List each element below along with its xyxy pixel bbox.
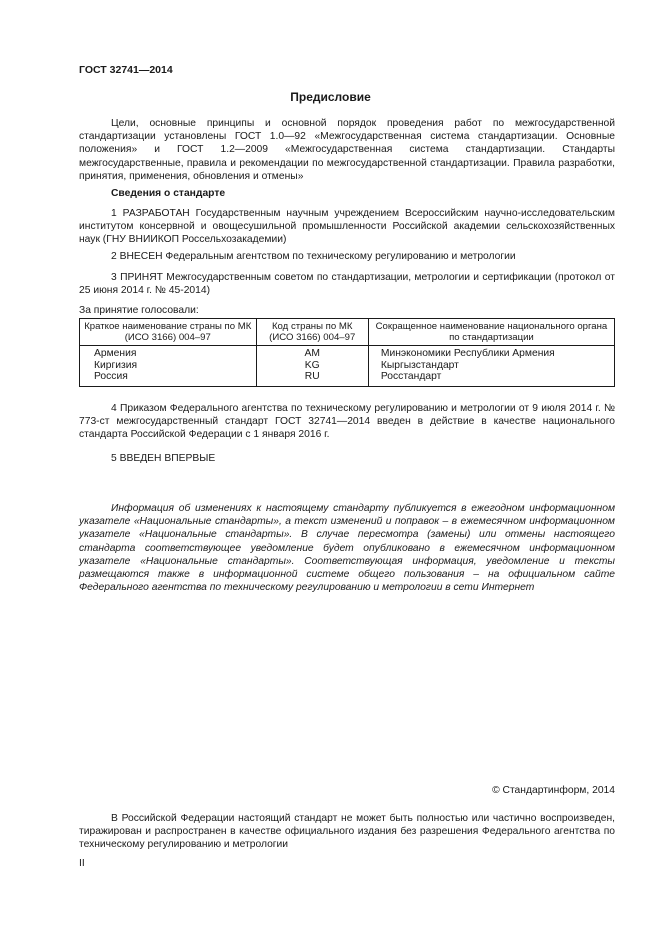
item-adopted: 3 ПРИНЯТ Межгосударственным советом по стандартизации, метрологии и сертификации (протокол от 25 июня 2014 г. № 45-2014) xyxy=(79,272,615,297)
item-order: 4 Приказом Федерального агентства по техническому регулированию и метрологии от 9 июля 2014 г. № 773-ст межгосударственный стандарт ГОСТ 32741—2014 введен в действие в качестве национального стандарта Российской Федерации с 1 января 2016 г. xyxy=(79,403,615,441)
table-row xyxy=(80,371,615,386)
code-cell: RU xyxy=(256,371,368,386)
col-header-country: Краткое наименование страны по МК (ИСО 3166) 004–97 xyxy=(80,319,257,346)
col-header-authority: Сокращенное наименование национального органа по стандартизации xyxy=(368,319,614,346)
item-first-introduced: 5 ВВЕДЕН ВПЕРВЫЕ xyxy=(111,453,216,464)
item-introduced: 2 ВНЕСЕН Федеральным агентством по техническому регулированию и метрологии xyxy=(111,251,516,262)
country-cell: Армения xyxy=(80,346,257,360)
legal-notice: В Российской Федерации настоящий стандарт не может быть полностью или частично воспроизведен, тиражирован и распространен в качестве официального издания без разрешения Федерального агентства по техническому регулированию и метрологии xyxy=(79,813,615,851)
intro-paragraph: Цели, основные принципы и основной порядок проведения работ по межгосударственной стандартизации установлены ГОСТ 1.0—92 «Межгосударственная система стандартизации. Основные положения» и ГОСТ 1.2—2009 «Межгосударственная система стандартизации. Стандарты межгосударственные, правила и рекомендации по межгосударственной стандартизации. Правила разработки, принятия, применения, обновления и отмены» xyxy=(79,118,615,182)
item-developed: 1 РАЗРАБОТАН Государственным научным учреждением Всероссийским научно-исследовательским институтом консервной и овощесушильной промышленности Российской академии сельскохозяйственных наук (ГНУ ВНИИКОП Россельхозакадемии) xyxy=(79,208,615,246)
document-id-header: ГОСТ 32741—2014 xyxy=(79,64,173,76)
info-notice: Информация об изменениях к настоящему стандарту публикуется в ежегодном информационном указателе «Национальные стандарты», а текст изменений и поправок – в ежемесячном информационном указателе «Национальные стандарты». В случае пересмотра (замены) или отмены настоящего стандарта соответствующее уведомление будет опубликовано в ежемесячном информационном указателе «Национальные стандарты». Соответствующая информация, уведомление и тексты размещаются также в информационной системе общего пользования – на официальном сайте Федерального агентства по техническому регулированию и метрологии в сети Интернет xyxy=(79,503,615,594)
voting-table xyxy=(79,318,615,387)
authority-cell: Росстандарт xyxy=(368,371,614,386)
code-cell: KG xyxy=(256,360,368,372)
code-cell: AM xyxy=(256,346,368,360)
copyright: © Стандартинформ, 2014 xyxy=(492,785,615,796)
col-header-code: Код страны по МК (ИСО 3166) 004–97 xyxy=(256,319,368,346)
authority-cell: Кыргызстандарт xyxy=(368,360,614,372)
page-number: II xyxy=(79,858,85,869)
vote-caption: За принятие голосовали: xyxy=(79,305,199,316)
voting-table-header xyxy=(80,319,615,346)
table-row xyxy=(80,346,615,360)
table-row xyxy=(80,360,615,372)
authority-cell: Минэкономики Республики Армения xyxy=(368,346,614,360)
country-cell: Киргизия xyxy=(80,360,257,372)
page-title: Предисловие xyxy=(290,90,371,104)
section-heading: Сведения о стандарте xyxy=(111,188,226,199)
country-cell: Россия xyxy=(80,371,257,386)
